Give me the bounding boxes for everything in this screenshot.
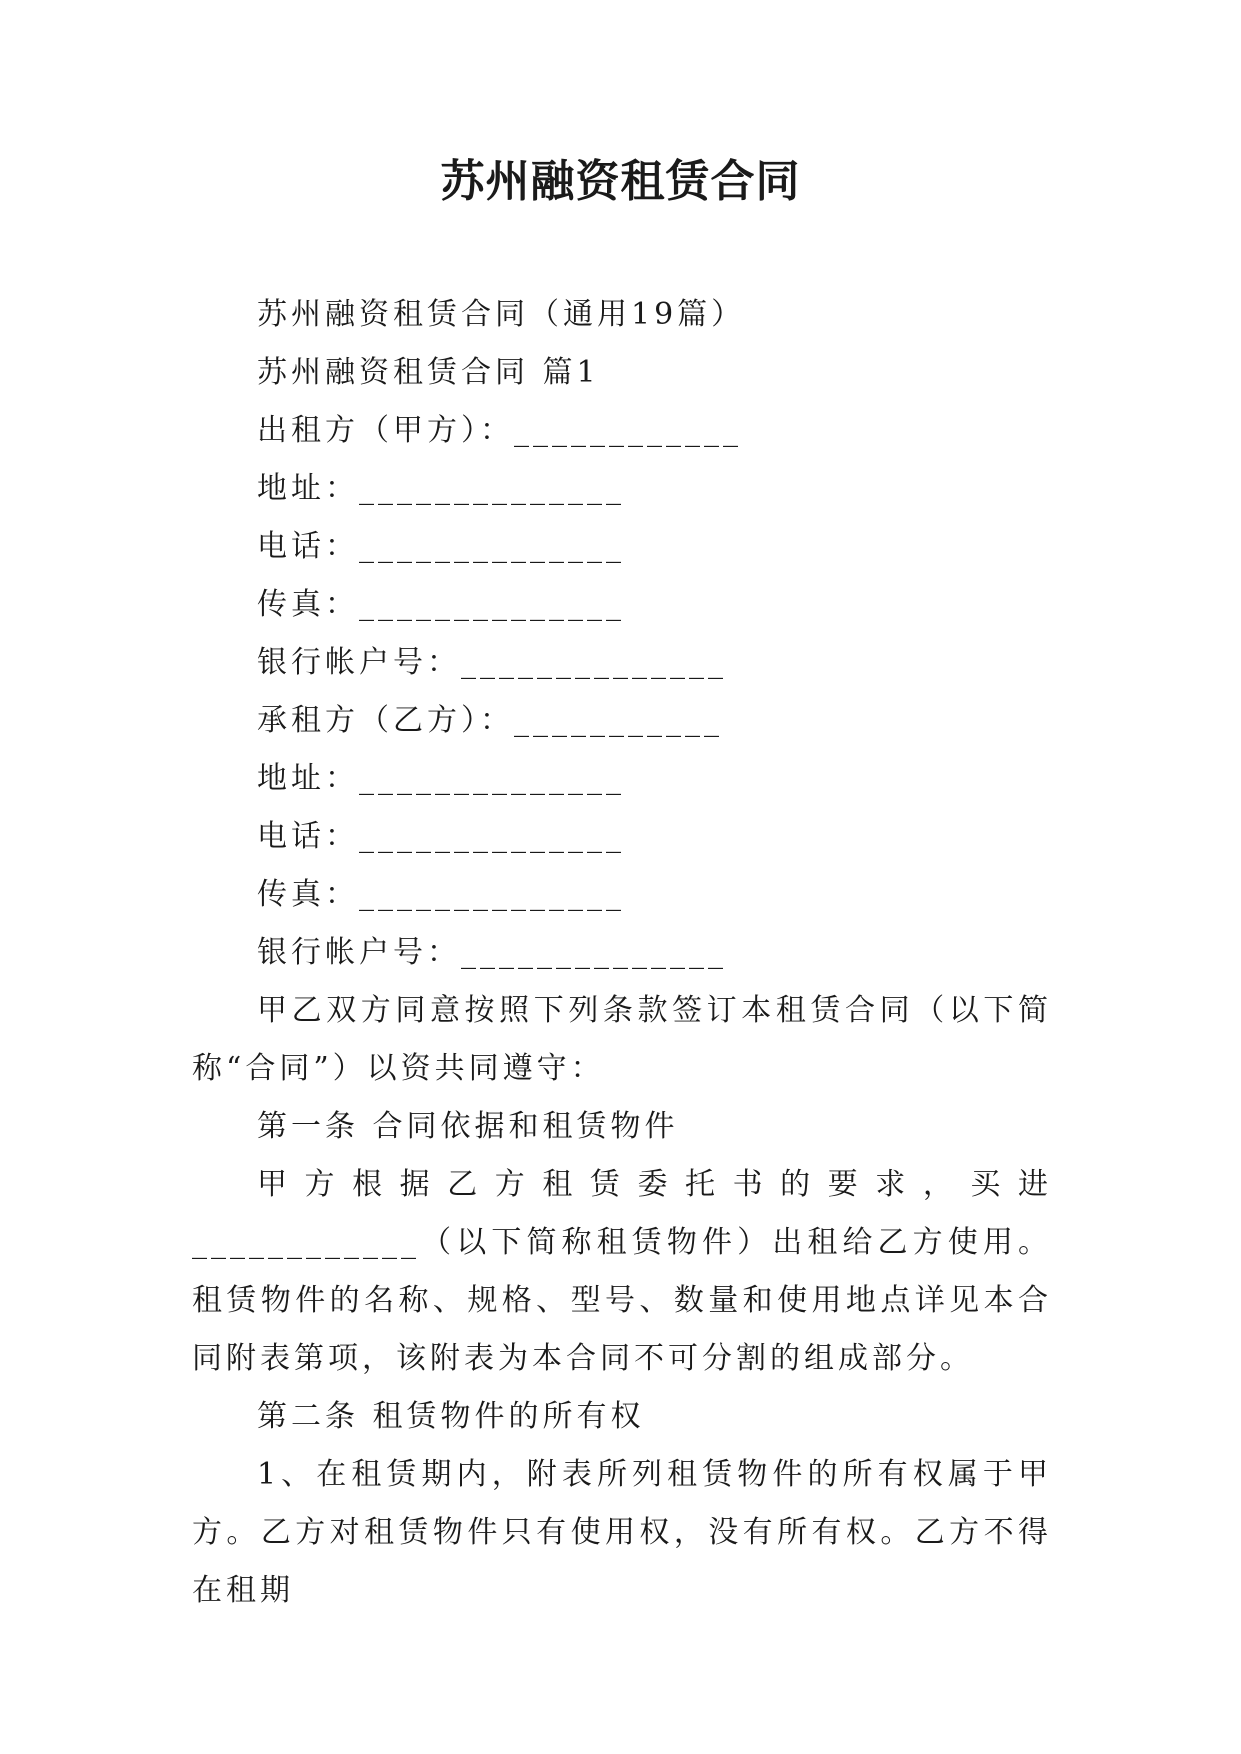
lessee-address-field: 地址：______________ [257, 761, 625, 796]
lessor-field: 出租方（甲方）：____________ [257, 413, 742, 448]
article-1-paragraph: 甲方根据乙方租赁委托书的要求，买进____________（以下简称租赁物件）出租给乙方使用。租赁物件的名称、规格、型号、数量和使用地点详见本合同附表第项，该附表为本合同不可分割的组成部分。 [192, 1167, 1052, 1376]
lessor-phone-field: 电话：______________ [257, 529, 625, 564]
lessee-phone-field: 电话：______________ [257, 819, 625, 854]
document-title: 苏州融资租赁合同 [440, 156, 801, 207]
article-2-heading: 第二条 租赁物件的所有权 [257, 1399, 645, 1434]
lessee-bank-account-field: 银行帐户号：______________ [257, 935, 727, 970]
lessee-fax-field: 传真：______________ [257, 877, 625, 912]
lessee-field: 承租方（乙方）：___________ [257, 703, 723, 738]
agreement-paragraph: 甲乙双方同意按照下列条款签订本租赁合同（以下简称“合同”）以资共同遵守： [192, 993, 1052, 1086]
article-1-heading: 第一条 合同依据和租赁物件 [257, 1109, 679, 1144]
lessor-fax-field: 传真：______________ [257, 587, 625, 622]
lessor-bank-account-field: 银行帐户号：______________ [257, 645, 727, 680]
subtitle-line: 苏州融资租赁合同（通用19篇） [257, 297, 746, 332]
article-2-paragraph: 1、在租赁期内，附表所列租赁物件的所有权属于甲方。乙方对租赁物件只有使用权，没有所有权。乙方不得在租期 [192, 1457, 1052, 1608]
document-body [192, 286, 1052, 1620]
section-heading: 苏州融资租赁合同 篇1 [257, 355, 600, 390]
lessor-address-field: 地址：______________ [257, 471, 625, 506]
